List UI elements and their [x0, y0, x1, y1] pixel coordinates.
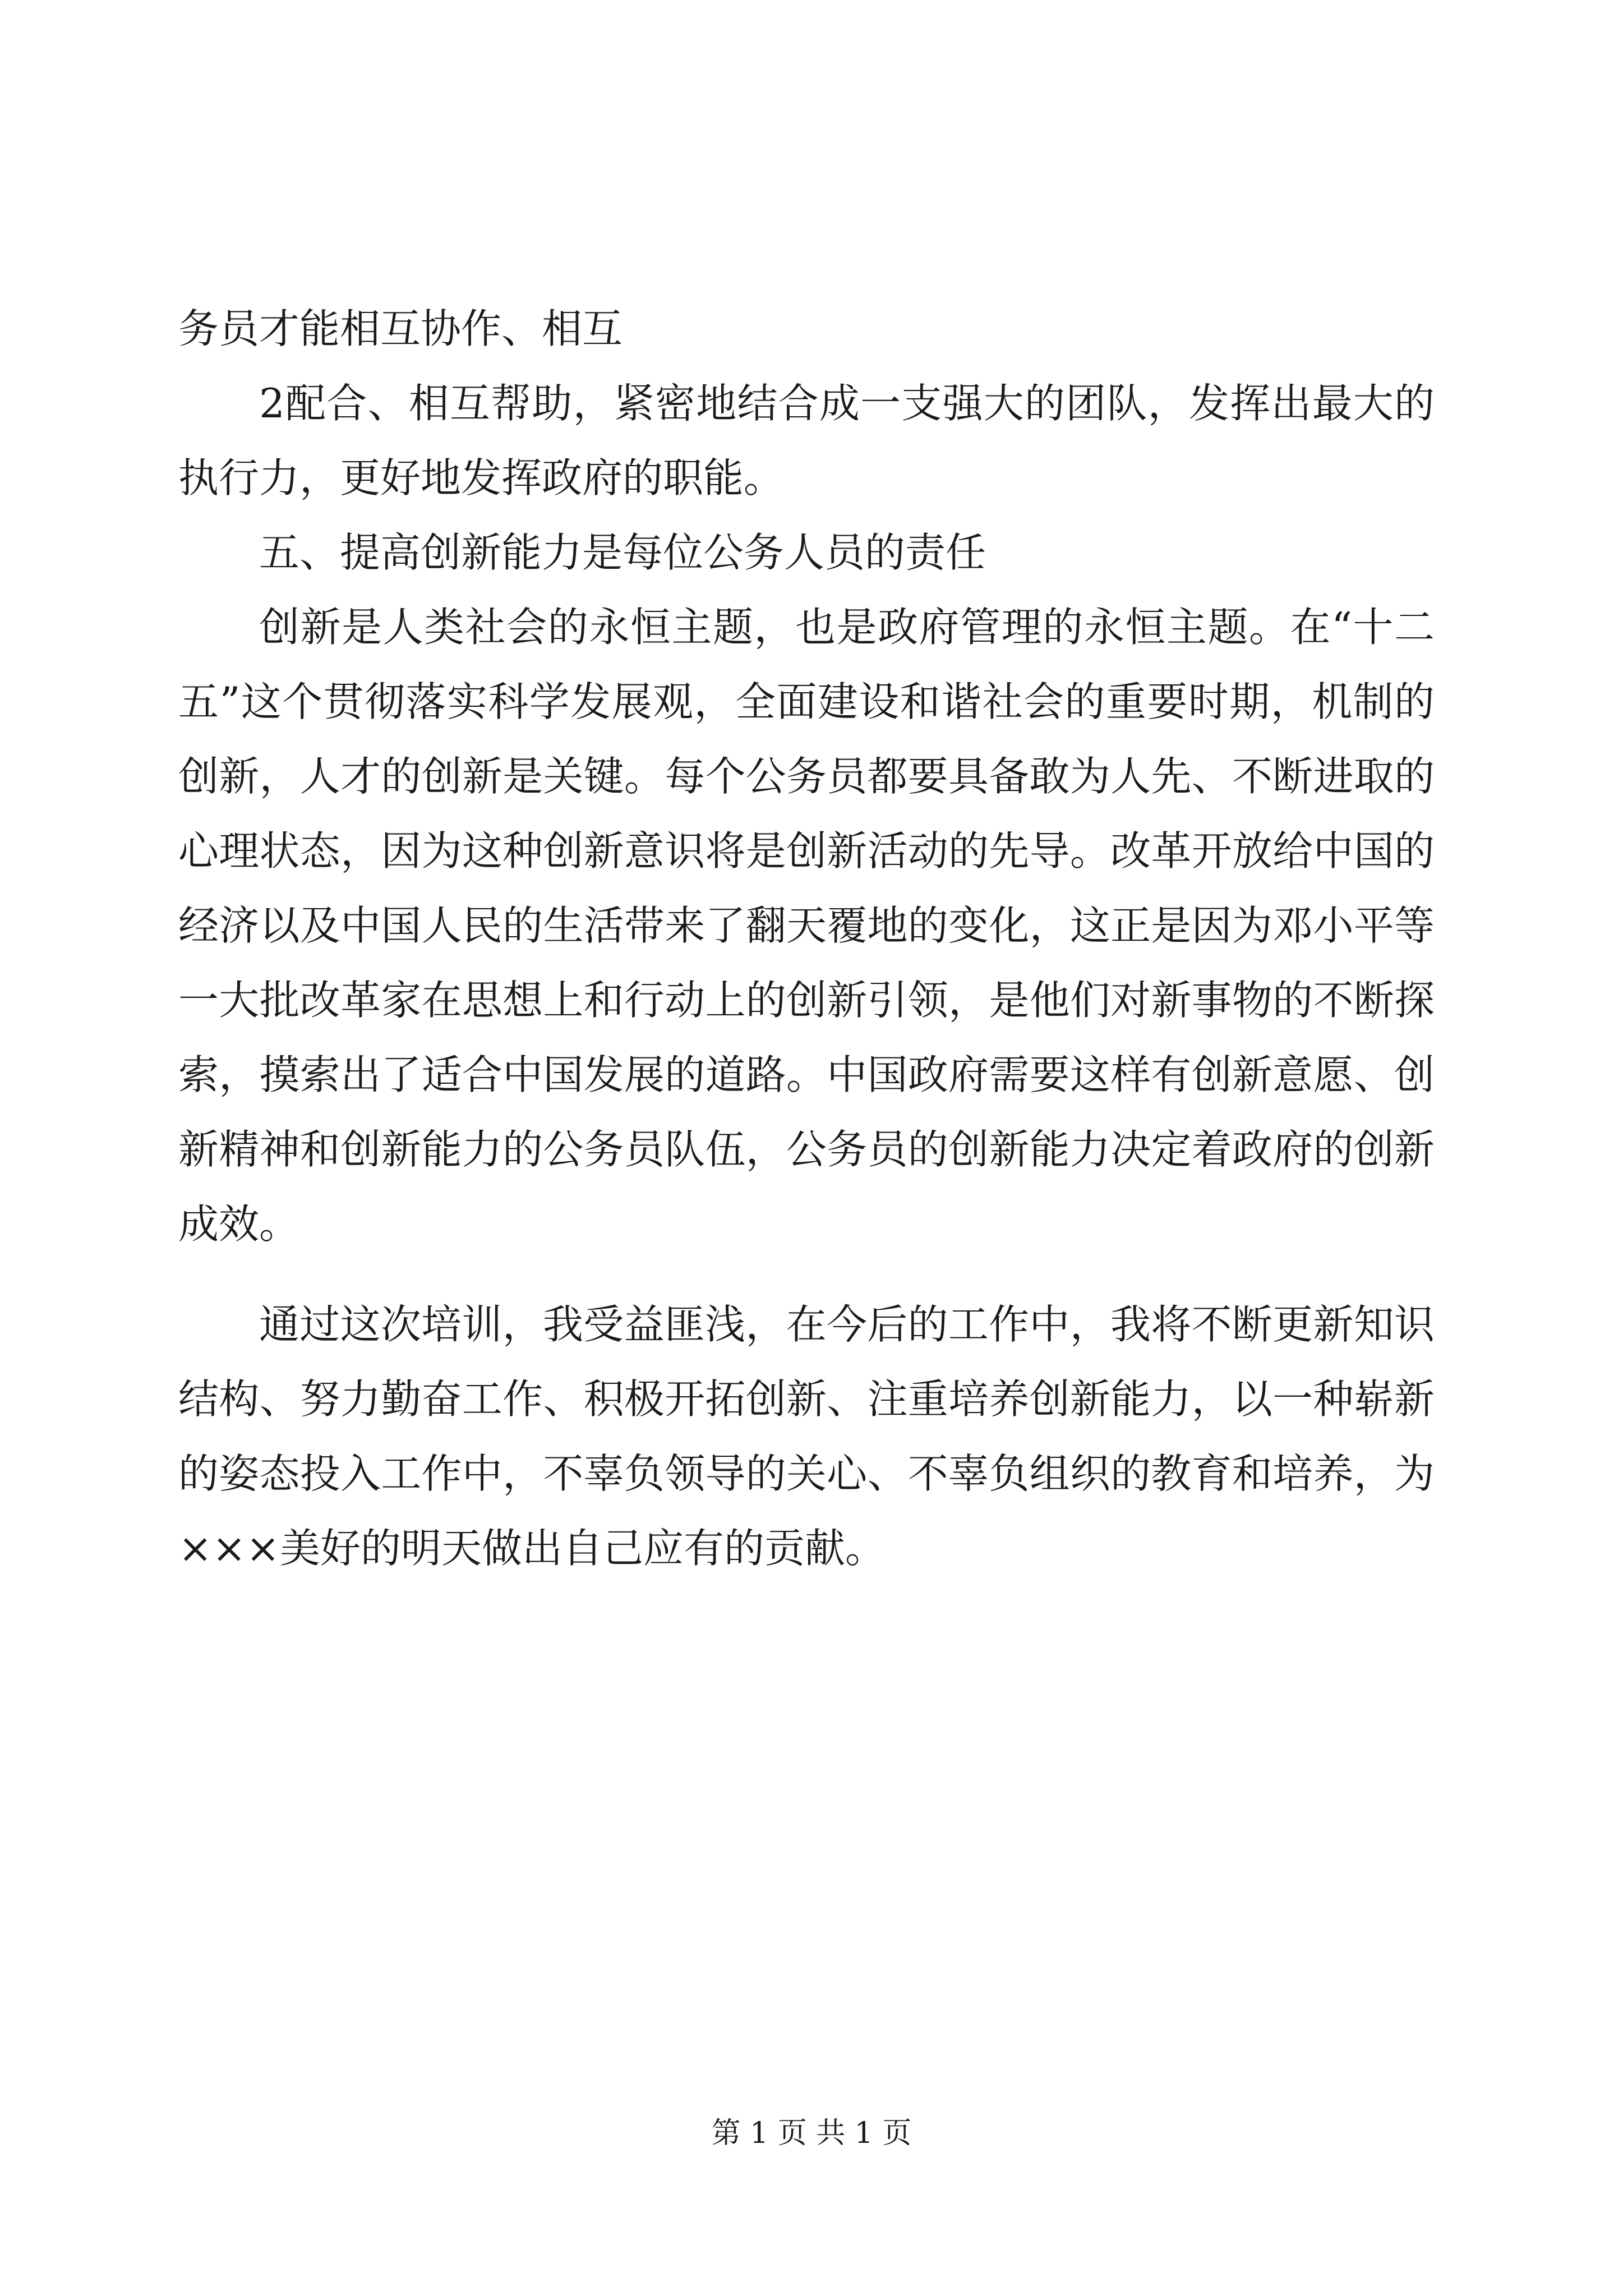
paragraph-continuation: 务员才能相互协作、相互 [178, 305, 623, 352]
section-heading-innovation: 五、提高创新能力是每位公务人员的责任 [259, 529, 986, 576]
paragraph-conclusion: 通过这次培训，我受益匪浅，在今后的工作中，我将不断更新知识结构、努力勤奋工作、积极开拓创新、注重培养创新能力，以一种崭新的姿态投入工作中，不辜负领导的关心、不辜负组织的教育和培养，为×××美好的明天做出自己应有的贡献。 [178, 1301, 1435, 1572]
paragraph-teamwork: 2配合、相互帮助，紧密地结合成一支强大的团队，发挥出最大的执行力，更好地发挥政府的职能。 [178, 380, 1435, 501]
page-number-footer: 第 1 页 共 1 页 [711, 2116, 912, 2150]
document-body [178, 292, 1435, 1586]
paragraph-innovation: 创新是人类社会的永恒主题，也是政府管理的永恒主题。在“十二五”这个贯彻落实科学发展观，全面建设和谐社会的重要时期，机制的创新，人才的创新是关键。每个公务员都要具备敢为人先、不断进取的心理状态，因为这种创新意识将是创新活动的先导。改革开放给中国的经济以及中国人民的生活带来了翻天覆地的变化，这正是因为邓小平等一大批改革家在思想上和行动上的创新引领，是他们对新事物的不断探索，摸索出了适合中国发展的道路。中国政府需要这样有创新意愿、创新精神和创新能力的公务员队伍，公务员的创新能力决定着政府的创新成效。 [178, 604, 1435, 1248]
